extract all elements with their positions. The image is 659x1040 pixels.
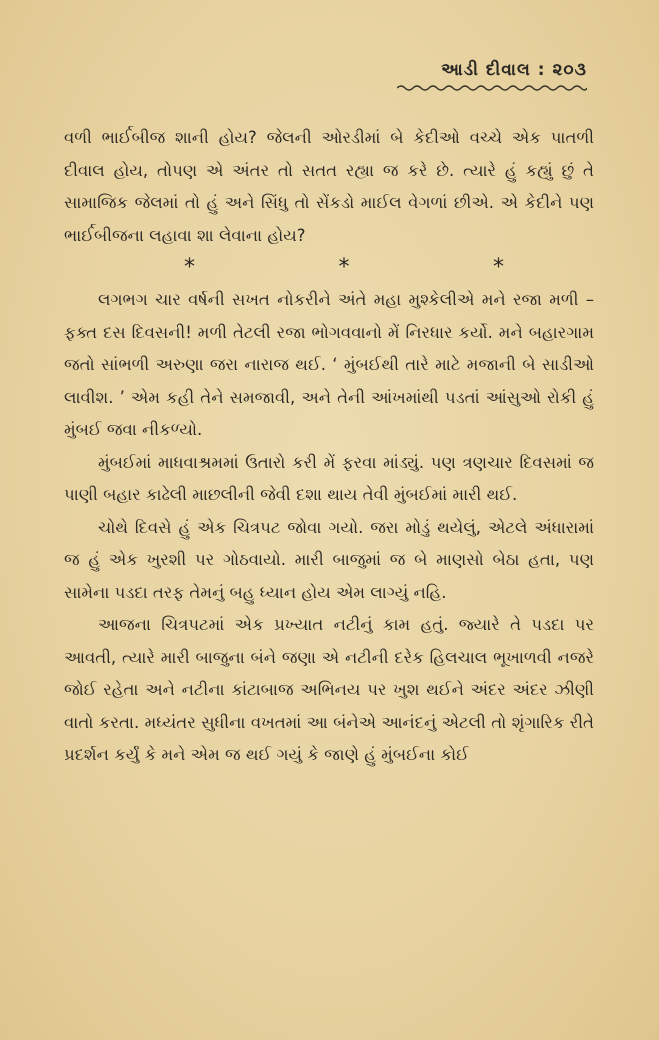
running-head: આડી દીવાલ : ૨૦૩ — [441, 60, 587, 80]
paragraph-5: આજના ચિત્રપટમાં એક પ્રખ્યાત નટીનું કામ હતું. જ્યારે તે પડદા પર આવતી, ત્યારે મારી બાજુના બંને જણા એ નટીની દરેક હિલચાલ ભૂખાળવી નજરે જોઈ રહેતા અને નટીના કાંટાબાજ અભિનય પર ખુશ થઈને અંદર અંદર ઝીણી વાતો કરતા. મધ્યંતર સુધીના વખતમાં આ બંનેએ આનંદનું એટલી તો શૃંગારિક રીતે પ્રદર્શન કર્યું કે મને એમ જ થઈ ગયું કે જાણે હું મુંબઈના કોઈ — [64, 615, 594, 764]
paragraph-3: મુંબઈમાં માધવાશ્રમમાં ઉતારો કરી મેં ફરવા માંડ્યું. પણ ત્રણચાર દિવસમાં જ પાણી બહાર કાઢેલી માછલીની જેવી દશા થાય તેવી મુંબઈમાં મારી થઈ. — [64, 452, 594, 504]
wavy-underline-ornament — [397, 84, 587, 92]
separator-star-1: * — [184, 255, 195, 280]
separator-star-2: * — [338, 255, 350, 280]
section-separator — [154, 252, 504, 284]
body-text — [64, 122, 594, 772]
page-header — [397, 60, 587, 92]
paragraph-1: વળી ભાર્ઈબીજ શાની હોય? જેલની ઓરડીમાં બે કેદીઓ વચ્ચે એક પાતળી દીવાલ હોય, તોપણ એ અંતર તો સતત રહ્યા જ કરે છે. ત્યારે હું કહ્યું છું તે સામાજિક જેલમાં તો હું અને સિંધુ તો સેંકડો માઈલ વેગળાં છીએ. એ કેદીને પણ ભાર્ઈબીજના લહાવા શા લેવાના હોય? — [64, 128, 594, 245]
paragraph-2: લગભગ ચાર વર્ષની સખત નોકરીને અંતે મહા મુશ્કેલીએ મને રજા મળી – ફક્ત દસ દિવસની! મળી તેટલી રજા ભોગવવાનો મેં નિરધાર કર્યો. મને બહારગામ જતો સાંભળી અરુણા જરા નારાજ થઈ. ‘ મુંબઈથી તારે માટે મજાની બે સાડીઓ લાવીશ. ’ એમ કહી તેને સમજાવી, અને તેની આંખમાંથી પડતાં આંસુઓ રોકી હું મુંબઈ જવા નીકળ્યો. — [64, 290, 594, 439]
paragraph-4: ચોથે દિવસે હું એક ચિત્રપટ જોવા ગયો. જરા મોડું થયેલું, એટલે અંધારામાં જ હું એક ખુરશી પર ગોઠવાયો. મારી બાજુમાં જ બે માણસો બેઠા હતા, પણ સામેના પડદા તરફ તેમનું બહુ ધ્યાન હોય એમ લાગ્યું નહિ. — [64, 517, 594, 602]
separator-star-3: * — [493, 255, 504, 280]
